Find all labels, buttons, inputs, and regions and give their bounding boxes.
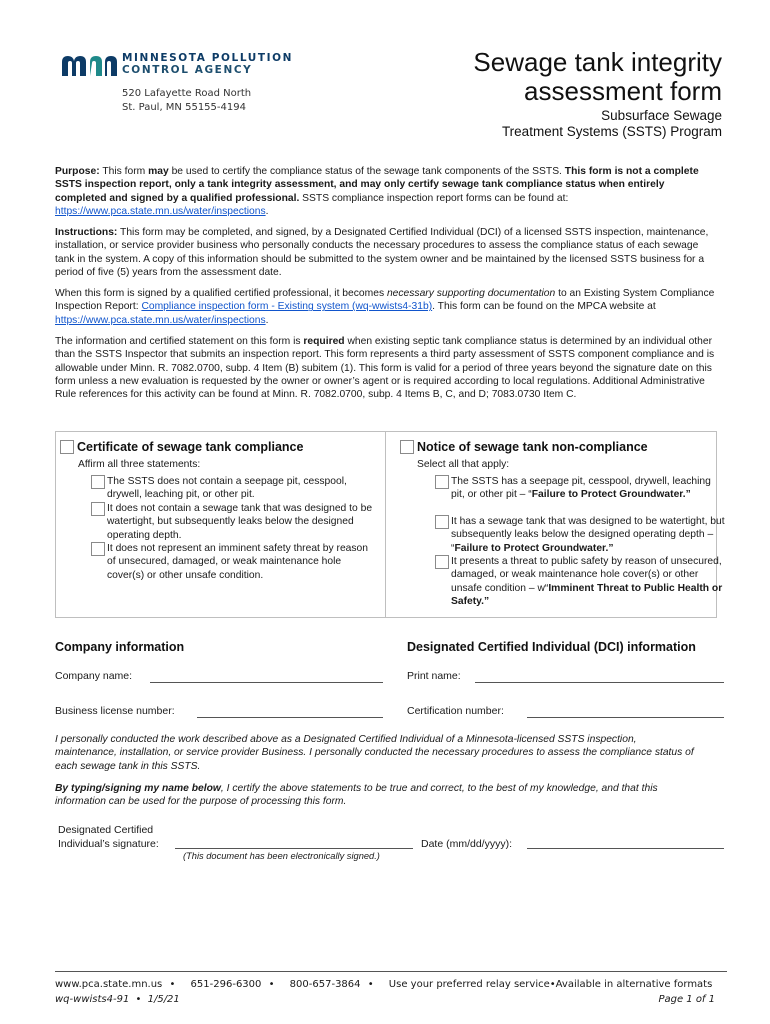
company-heading: Company information bbox=[55, 640, 185, 654]
purpose-paragraph bbox=[55, 165, 715, 218]
compliance-item-2: It does not contain a sewage tank that was designed to be watertight, but subsequently leaks below the designed operating depth. bbox=[107, 503, 373, 541]
purpose-bold: This form is not a complete SSTS inspection report, only a tank integrity assessment, and may only certify sewage tank compliance status when entirely completed and signed by a qualified professional. bbox=[55, 166, 699, 204]
compliance-subtitle: Affirm all three statements: bbox=[78, 459, 201, 470]
noncompliance-item-1-text: The SSTS has a seepage pit, cesspool, drywell, leaching pit, or other pit – “ bbox=[451, 476, 711, 501]
company-name-label: Company name: bbox=[55, 670, 133, 682]
certification-number-field[interactable] bbox=[527, 717, 724, 718]
agency-address-line1: 520 Lafayette Road North bbox=[122, 88, 252, 99]
noncompliance-item-1-checkbox[interactable] bbox=[435, 475, 449, 489]
certify-bold: By typing/signing my name below bbox=[55, 783, 221, 794]
purpose-end: . bbox=[265, 205, 269, 217]
footer-page-number: Page 1 of 1 bbox=[658, 994, 715, 1005]
certification-number-label: Certification number: bbox=[407, 705, 504, 717]
inspections-link[interactable]: https://www.pca.state.mn.us/water/inspections bbox=[55, 205, 266, 217]
print-name-label: Print name: bbox=[407, 670, 461, 682]
info-required: required bbox=[303, 336, 345, 347]
info-text2: when existing septic tank compliance status is determined by an individual other than the SSTS Inspector that submits an inspection report. This form represents a third party assessment of SSTS component compliance and is allowable under Minn. R. 7082.0700, subp. 4 Item (B) subitem (1). This form is valid for a period of three years beyond the signature date on this form unless a new evaluation is requested by the owner or owner’s agent or is required according to local regulations. Additional Administrative Rule references for this activity can be found at Minn. R. 7082.0700, subp. 4 Items B, C, and D; 7083.0730 Item C. bbox=[55, 336, 715, 401]
title-line2: assessment form bbox=[524, 76, 722, 106]
compliance-item-1: The SSTS does not contain a seepage pit, cesspool, drywell, leaching pit, or other pit. bbox=[107, 476, 347, 501]
noncompliance-item-3-text: It presents a threat to public safety by reason of unsecured, damaged, or weak maintenance hole cover(s) or other unsafe condition – w“ bbox=[451, 556, 722, 594]
title-line1: Sewage tank integrity bbox=[473, 47, 722, 77]
signature-label-line2: Individual’s signature: bbox=[58, 838, 159, 850]
noncompliance-item-2-text: It has a sewage tank that was designed to be watertight, but subsequently leaks below the designed operating depth – “ bbox=[451, 516, 725, 554]
instructions-paragraph bbox=[55, 226, 715, 279]
date-field[interactable] bbox=[527, 848, 724, 849]
signed-paragraph bbox=[55, 287, 715, 327]
subtitle-line1: Subsurface Sewage bbox=[601, 108, 722, 123]
signature-field[interactable] bbox=[175, 848, 413, 849]
instructions-label: Instructions: bbox=[55, 227, 118, 238]
footer-bullet-4: • bbox=[549, 979, 556, 990]
print-name-field[interactable] bbox=[475, 682, 724, 683]
purpose-text2: be used to certify the compliance status of the sewage tank components of the SSTS. bbox=[168, 166, 565, 177]
purpose-may: may bbox=[148, 166, 169, 177]
footer-line1 bbox=[55, 979, 712, 990]
certify-statement bbox=[55, 782, 710, 809]
business-license-label: Business license number: bbox=[55, 705, 175, 717]
purpose-text: This form bbox=[99, 166, 149, 177]
date-label: Date (mm/dd/yyyy): bbox=[421, 838, 513, 850]
agency-name-line1: MINNESOTA POLLUTION bbox=[122, 52, 294, 64]
company-name-field[interactable] bbox=[150, 682, 383, 683]
footer-bullet-2: • bbox=[268, 979, 275, 990]
noncompliance-item-1 bbox=[451, 475, 727, 502]
footer-phone1: 651-296-6300 bbox=[190, 979, 262, 990]
footer-line2 bbox=[55, 994, 180, 1005]
noncompliance-checkbox[interactable] bbox=[400, 440, 414, 454]
noncompliance-item-2 bbox=[451, 515, 727, 555]
subtitle-line2: Treatment Systems (SSTS) Program bbox=[501, 124, 722, 139]
compliance-checkbox[interactable] bbox=[60, 440, 74, 454]
signed-text1: When this form is signed by a qualified certified professional, it becomes bbox=[55, 288, 387, 299]
compliance-title: Certificate of sewage tank compliance bbox=[77, 440, 304, 454]
purpose-text3: SSTS compliance inspection report forms can be found at: bbox=[299, 192, 569, 204]
footer-alt-formats: Available in alternative formats bbox=[555, 979, 713, 990]
dci-heading: Designated Certified Individual (DCI) information bbox=[407, 640, 696, 654]
page-subtitle bbox=[422, 108, 722, 140]
signed-end: . bbox=[265, 314, 269, 326]
footer-bullet-3: • bbox=[367, 979, 374, 990]
agency-address-line2: St. Paul, MN 55155-4194 bbox=[122, 102, 246, 113]
signature-label-line1: Designated Certified bbox=[58, 824, 154, 836]
signed-italic: necessary supporting documentation bbox=[386, 288, 556, 299]
noncompliance-item-2-bold: Failure to Protect Groundwater.” bbox=[454, 542, 614, 554]
purpose-label: Purpose: bbox=[55, 166, 100, 177]
signed-text3: . This form can be found on the MPCA website at bbox=[432, 301, 656, 313]
noncompliance-item-3 bbox=[451, 555, 727, 609]
certify-text: , I certify the above statements to be true and correct, to the best of my knowledge, and that this information can be used for the purpose of processing this form. bbox=[55, 783, 658, 808]
compliance-item-3-checkbox[interactable] bbox=[91, 542, 105, 556]
noncompliance-item-1-bold: Failure to Protect Groundwater.” bbox=[531, 489, 691, 501]
page-title bbox=[392, 48, 722, 106]
footer-website: www.pca.state.mn.us bbox=[55, 979, 163, 990]
noncompliance-title: Notice of sewage tank non-compliance bbox=[417, 440, 648, 454]
footer-phone2: 800-657-3864 bbox=[289, 979, 361, 990]
footer-relay: Use your preferred relay service bbox=[388, 979, 550, 990]
signed-text2: to an Existing System Compliance Inspection Report: bbox=[55, 288, 715, 313]
instructions-text: This form may be completed, and signed, by a Designated Certified Individual (DCI) of a licensed SSTS inspection, maintenance, installation, or service provider business who personally conducts the necessary procedures to assess the compliance status of each sewage tank in the system. A copy of this information should be submitted to the system owner and be maintained by the licensed SSTS business for a period of five (5) years from the assessment date. bbox=[55, 227, 709, 278]
footer-bullet-1: • bbox=[169, 979, 176, 990]
footer-divider bbox=[55, 971, 727, 972]
footer-bullet-5: • bbox=[135, 994, 142, 1005]
info-paragraph bbox=[55, 335, 715, 401]
business-license-field[interactable] bbox=[197, 717, 383, 718]
compliance-item-3: It does not represent an imminent safety threat by reason of unsecured, damaged, or weak maintenance hole cover(s) or other unsafe condition. bbox=[107, 543, 368, 581]
footer-form-id: wq-wwists4-91 bbox=[55, 994, 130, 1005]
mpca-inspections-link[interactable]: https://www.pca.state.mn.us/water/inspections bbox=[55, 314, 266, 326]
dci-statement: I personally conducted the work described above as a Designated Certified Individual of a Minnesota-licensed SSTS inspection, maintenance, installation, or service provider Business. I personally conducted the necessary procedures to assess the compliance status of each sewage tank in this SSTS. bbox=[55, 734, 694, 772]
info-text1: The information and certified statement on this form is bbox=[55, 336, 304, 347]
agency-name-line2: CONTROL AGENCY bbox=[122, 64, 253, 76]
noncompliance-item-3-bold: Imminent Threat to Public Health or Safety.” bbox=[451, 582, 723, 608]
agency-logo bbox=[60, 52, 300, 122]
compliance-item-1-checkbox[interactable] bbox=[91, 475, 105, 489]
noncompliance-item-2-checkbox[interactable] bbox=[435, 515, 449, 529]
compliance-form-link[interactable]: Compliance inspection form - Existing system (wq-wwists4-31b) bbox=[141, 301, 433, 313]
mn-logo-mark-icon bbox=[60, 52, 118, 78]
noncompliance-item-3-checkbox[interactable] bbox=[435, 555, 449, 569]
compliance-item-2-checkbox[interactable] bbox=[91, 502, 105, 516]
electronic-signature-note: (This document has been electronically signed.) bbox=[183, 851, 380, 861]
footer-date: 1/5/21 bbox=[147, 994, 180, 1005]
noncompliance-subtitle: Select all that apply: bbox=[417, 459, 510, 470]
